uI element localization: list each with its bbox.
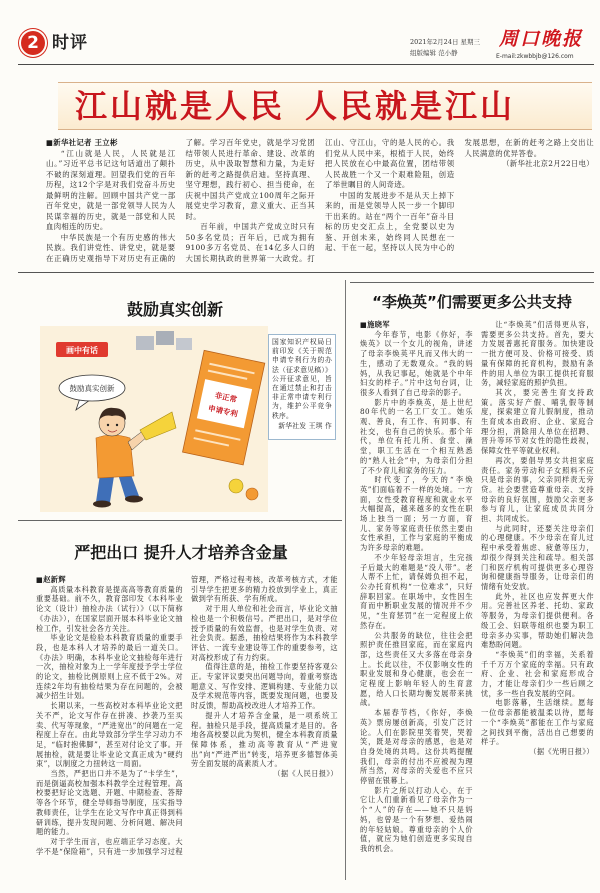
- lead-headline-part2: 人民就是江山: [305, 87, 516, 125]
- paragraph: 百年前，中国共产党成立时只有50多名党员；百年后，已成为拥有9100多万名党员、在14亿多人口的大国长期执政的世界第一大政党。打江山、守江山，守的是人民的心。我们党从人民中来，根植于人民，始终把人民放在心中最高位置，团结带领人民战胜一个又一个艰难险阻，创造了举世瞩目的人间奇迹。: [185, 138, 455, 263]
- man-eye: [107, 424, 109, 426]
- paragraph: 电影落幕，生活继续。愿每一位母亲都能被温柔以待，愿每一个“李焕英”都能在工作与家庭之间找到平衡，活出自己想要的样子。: [481, 698, 594, 747]
- paragraph: 提升人才培养含金量，是一项系统工程。抽检只是手段，提高质量才是目的。各地各高校要以此为契机，健全本科教育质量保障体系，推动高等教育从“严进宽出”向“严进严出”转变，培养更多德智体美劳全面发展的高素质人才。: [191, 710, 338, 769]
- talent-source: （据《人民日报》）: [273, 769, 338, 779]
- page-number-badge: 2: [21, 31, 45, 55]
- paragraph: 此外，社区也应发挥更大作用。完善社区养老、托幼、家政等服务，为母亲们提供便利。各级工会、妇联等组织也要为职工母亲多办实事，帮助她们解决急难愁盼问题。: [481, 591, 594, 650]
- cartoon-tag-label: 画中有话: [66, 345, 98, 355]
- cartoon-caption: 国家知识产权局日前印发《关于规范申请专利行为的办法（征求意见稿）》公开征求意见，旨在通过禁止和打击非正常申请专利行为，维护公平竞争秩序。: [272, 338, 332, 420]
- paragraph: 中华民族是一个有历史感的伟大民族。我们讲党性、讲党史，就是要在正确历史观指导下对历史有正确的了解。学习百年党史，就是学习党团结带领人民进行革命、建设、改革的历史，从中汲取智慧和力量，为走好新的赶考之路提供启迪。坚持真理、坚守理想，践行初心、担当使命，在庆祝中国共产党成立100周年之际开展党史学习教育，意义重大、正当其时。: [46, 138, 315, 263]
- paragraph: 影片中的李焕英，是上世纪80年代的一名工厂女工。她乐观、善良，有工作、有同事、有社交，也有自己的快乐。那个年代，单位有托儿所、食堂、澡堂，职工生活在一个相互熟悉的“熟人社会”中，为母亲们分担了不少育儿和家务的压力。: [360, 397, 473, 475]
- editorial-cartoon: [40, 326, 268, 512]
- man-shoe: [93, 501, 111, 508]
- paragraph: 今年春节，电影《你好，李焕英》以一个女儿的视角，讲述了母亲李焕英平凡而又伟大的一生，感动了无数观众。“我的妈妈，从我记事起，她就是个中年妇女的样子。”片中这句台词，让很多人看到了自己母亲的影子。: [360, 329, 473, 397]
- paragraph: 本届春节档，《你好，李焕英》票房屡创新高，引发广泛讨论。人们在影院里笑着哭，哭着笑，既是对母亲的感恩，也是对自身处境的共鸣。这份共鸣提醒我们，母亲的付出不应被视为理所当然，对母亲的关爱也不应只停留在银幕上。: [360, 708, 473, 786]
- paragraph: 对于用人单位和社会而言，毕业论文抽检也是一个积极信号。严把出口，是对学位授予质量的有效监督，也是对学生负责、对社会负责。据悉，抽检结果将作为本科教学评估、一流专业建设等工作的重要参考，这对高校形成了有力约束。: [191, 604, 338, 662]
- lead-headline-part1: 江山就是人民: [75, 87, 286, 125]
- lihuanying-headline: “李焕英”们需要更多公共支持: [372, 293, 572, 311]
- paragraph: “李焕英”们的幸福，关系着千千万万个家庭的幸福。只有政府、企业、社会和家庭形成合力，才能让母亲们少一些后顾之忧，多一些自我发展的空间。: [481, 649, 594, 698]
- talent-article-body: [36, 575, 338, 865]
- paragraph: 中国的发展进步不是从天上掉下来的，而是党领导人民一步一个脚印干出来的。站在“两个一百年”奋斗目标的历史交汇点上，全党要以史为鉴、开创未来，始终同人民想在一起、干在一起，坚持以人民为中心的发展思想，在新的赶考之路上交出让人民满意的优异答卷。: [325, 138, 594, 252]
- speech-bubble-text: 鼓励真实创新: [69, 384, 115, 393]
- column-divider: [345, 280, 346, 880]
- lihuanying-source: （据《光明日报》）: [529, 746, 594, 756]
- coin: [229, 479, 243, 493]
- man-eye: [116, 424, 118, 426]
- paragraph: 其次，要完善生育支持政策。落实好产假、哺乳假等制度，探索建立育儿假制度，推动生育成本由政府、企业、家庭合理分担，消除用人单位在招聘、晋升等环节对女性的隐性歧视，保障女性平等就业权利。: [481, 387, 594, 456]
- coin: [246, 488, 258, 500]
- section-divider: [350, 282, 594, 283]
- paragraph: 与此同时，还要关注母亲们的心理健康。不少母亲在育儿过程中承受着焦虑、疲惫等压力，却很少得到关注和疏导。相关部门和医疗机构可提供更多心理咨询和健康指导服务，让母亲们的情绪有处安放。: [481, 523, 594, 591]
- document-label-line1: 非正常: [213, 390, 238, 405]
- grey-block: [156, 331, 174, 345]
- cartoon-caption-box: [268, 334, 336, 440]
- paragraph: 再次，要倡导男女共担家庭责任。家务劳动和子女照料不应只是母亲的事，父亲同样责无旁贷。社会要营造尊重母亲、支持母亲的良好氛围，鼓励父亲更多参与育儿，让家庭成员共同分担、共同成长。: [481, 455, 594, 524]
- section-divider: [18, 520, 342, 521]
- paragraph: 对于学生而言，也应端正学习态度。大学不是“保险箱”，只有进一步加强学习过程管理，严格过程考核，改革考核方式，才能引导学生把更多的精力投放到学业上，真正做到学有所获、学有所成。: [36, 575, 338, 856]
- paragraph: “江山就是人民，人民就是江山。”习近平总书记这句话道出了颠扑不破的深刻道理。回望我们党的百年历程，这12个字是对我们党奋斗历史最鲜明的注解。回顾中国共产党一部百年党史，就是一部党领导人民为人民谋幸福的历史，就是一部党和人民血肉相连的历史。: [46, 148, 176, 231]
- grey-block: [176, 338, 192, 350]
- lihuanying-byline: ■施晓军: [360, 320, 390, 329]
- newspaper-logo: 周口晚报: [499, 28, 584, 50]
- talent-headline: 严把出口 提升人才培养含金量: [74, 543, 288, 562]
- issue-date: 2021年2月24日 星期三: [410, 38, 481, 46]
- lead-dateline: （新华社北京2月22日电）: [502, 159, 594, 168]
- man-shirt: [96, 435, 134, 478]
- paragraph: 影片之所以打动人心，在于它让人们重新看见了母亲作为一个“人”的存在——她不只是妈妈，也曾是一个有梦想、爱热闹的年轻姑娘。尊重母亲的个人价值，就应为她们创造更多实现自我的机会。: [360, 785, 473, 853]
- contact-email: E-mail:zkwbbjb@126.com: [496, 53, 574, 60]
- paragraph: 值得注意的是，抽检工作要坚持客观公正。专家评议要突出问题导向，着重考察选题意义、写作安排、逻辑构建、专业能力以及学术规范等内容，既要发现问题，也要及时反馈，帮助高校改进人才培养工作。: [191, 662, 338, 711]
- lead-article-body: [46, 138, 594, 264]
- paragraph: 不少年轻母亲坦言，生完孩子后最大的难题是“没人带”。老人帮不上忙，请保姆负担不起，公办托育机构“一位难求”，只好辞职回家。在职场中，女性因生育而中断职业发展的情况并不少见，“生育惩罚”在一定程度上依然存在。: [360, 552, 473, 630]
- man-shoe: [125, 496, 143, 503]
- paragraph: 让“李焕英”们活得更从容，需要更多公共支持。首先，要大力发展普惠托育服务。加快建设一批方便可及、价格可接受、质量有保障的托育机构，鼓励有条件的用人单位为职工提供托育服务，减轻家庭的照护负担。: [481, 320, 594, 388]
- lead-byline: ■新华社记者 王立彬: [46, 138, 118, 147]
- paragraph: 公共服务的缺位，往往会把照护责任推回家庭，而在家庭内部，这些责任又大多落在母亲身上。长此以往，不仅影响女性的职业发展和身心健康，也会在一定程度上影响年轻人的生育意愿，给人口长期均衡发展带来挑战。: [360, 630, 473, 708]
- cartoon-credit: 新华社发 王琪 作: [278, 421, 332, 430]
- lihuanying-article-body: [360, 320, 594, 868]
- section-divider: [18, 272, 594, 273]
- header-divider: [18, 64, 594, 65]
- document-label-line2: 申请专利: [207, 403, 239, 419]
- paragraph: 高质量本科教育是提高高等教育质量的重要基础。前不久，教育部印发《本科毕业论文（设计）抽检办法（试行）》（以下简称《办法》），在国家层面开展本科毕业论文抽检工作，引发社会各方关注。: [36, 584, 183, 633]
- editor-credit: 组版编辑 范小静: [410, 49, 458, 57]
- cartoon-headline: 鼓励真实创新: [126, 300, 223, 319]
- section-title: 时评: [52, 33, 88, 53]
- paragraph: 当然，严把出口并不是为了“卡学生”，而是倒逼高校加强本科教学全过程管理。高校要把好论文选题、开题、中期检查、答辩等各个环节，健全导师指导制度，压实指导教师责任，让学生在论文写作中真正得到科研训练，提升发现问题、分析问题、解决问题的能力。: [36, 769, 183, 837]
- paragraph: 长期以来，一些高校对本科毕业论文把关不严，论文写作存在拼凑、抄袭乃至买卖、代写等现象，“严进宽出”的问题在一定程度上存在。由此导致部分学生学习动力不足，“临时抱佛脚”，甚至对付论文了事。开展抽检，就是要让毕业论文真正成为“硬约束”，以制度之力扭转这一局面。: [36, 701, 183, 769]
- lead-headline-banner: [58, 82, 592, 130]
- paragraph: 毕业论文是检验本科教育质量的重要手段，也是本科人才培养的最后一道关口。《办法》明确，本科毕业论文抽检每年进行一次，抽检对象为上一学年度授予学士学位的论文，抽检比例原则上应不低于2%。对连续2年均有抽检结果为存在问题的，会被减少招生计划。: [36, 633, 183, 701]
- talent-byline: ■赵新辉: [36, 575, 66, 584]
- paragraph: 时代变了，今天的“李焕英”们面临着不一样的处境。一方面，女性受教育程度和就业水平大幅提高，越来越多的女性在职场上独当一面；另一方面，育儿、家务等家庭责任依然主要由女性承担，工作与家庭的平衡成为许多母亲的难题。: [360, 475, 473, 553]
- grey-block: [136, 336, 154, 350]
